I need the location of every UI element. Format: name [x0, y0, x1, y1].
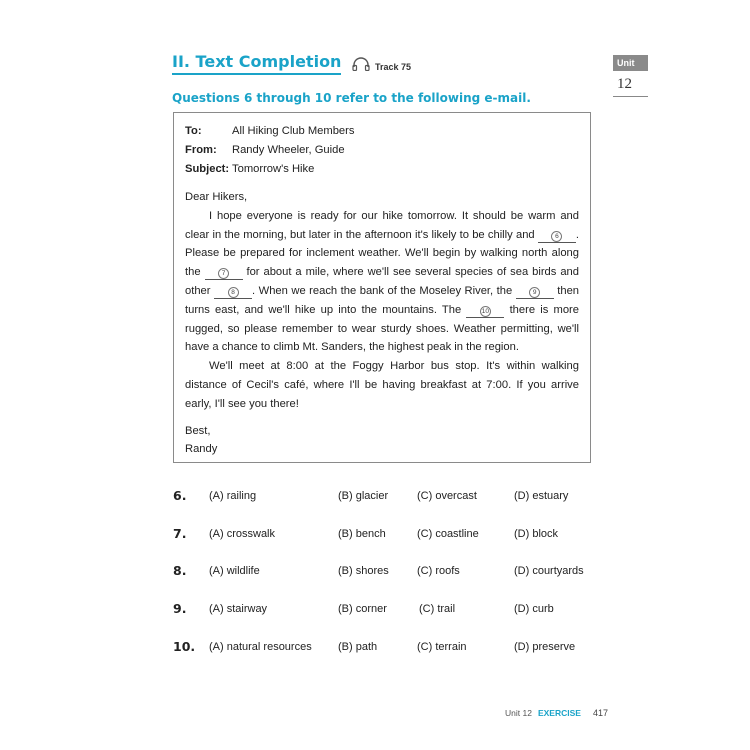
option-c[interactable]: (C) coastline	[417, 528, 479, 540]
email-greeting: Dear Hikers,	[185, 191, 248, 203]
question-number: 7.	[173, 526, 187, 541]
page-footer	[505, 708, 608, 718]
blank-number: 9	[529, 287, 540, 298]
blank-6[interactable]	[538, 229, 576, 243]
blank-number: 6	[551, 231, 562, 242]
header-key: From:	[185, 144, 217, 156]
header-value: Tomorrow's Hike	[232, 163, 315, 175]
option-d[interactable]: (D) courtyards	[514, 565, 584, 577]
unit-label: Unit	[613, 55, 648, 71]
text-segment: then turns east, and we'll hike up into the mountains. The	[185, 284, 580, 316]
option-a[interactable]: (A) wildlife	[209, 565, 260, 577]
email-header-from	[185, 141, 579, 160]
header-value: All Hiking Club Members	[232, 125, 355, 137]
blank-8[interactable]	[214, 285, 252, 299]
question-number: 10.	[173, 639, 196, 654]
option-a[interactable]: (A) stairway	[209, 603, 268, 615]
page-number: 417	[592, 708, 608, 718]
text-segment: . Please be prepared for inclement weather. We'll begin by walking north along the	[185, 228, 579, 279]
option-b[interactable]: (B) path	[338, 641, 378, 653]
track-label: Track 75	[375, 61, 412, 72]
text-segment: for about a mile, where we'll see several species of sea birds and other	[185, 266, 579, 297]
option-d[interactable]: (D) estuary	[514, 490, 569, 502]
text-segment: there is more rugged, so please remember to wear sturdy shoes. Weather permitting, we'll have a chance to climb Mt. Sanders, the highest peak in the region.	[185, 303, 580, 354]
questions-heading: Questions 6 through 10 refer to the following e-mail.	[172, 91, 531, 105]
header-key: Subject:	[185, 163, 230, 175]
header-value: Randy Wheeler, Guide	[232, 144, 345, 156]
option-d[interactable]: (D) preserve	[514, 641, 576, 653]
footer-section: EXERCISE	[537, 708, 581, 718]
option-b[interactable]: (B) bench	[338, 528, 386, 540]
blank-7[interactable]	[205, 266, 243, 280]
email-closing	[185, 422, 579, 460]
option-c[interactable]: (C) trail	[419, 603, 456, 615]
blank-number: 7	[218, 268, 229, 279]
unit-tab	[613, 55, 648, 97]
option-b[interactable]: (B) corner	[338, 603, 387, 615]
question-number: 8.	[173, 563, 187, 578]
option-d[interactable]: (D) curb	[514, 603, 554, 615]
email-header-to	[185, 122, 579, 141]
option-c[interactable]: (C) terrain	[417, 641, 467, 653]
email-box	[173, 112, 591, 463]
email-paragraph-2: We'll meet at 8:00 at the Foggy Harbor bus stop. It's within walking distance of Cecil's café, where I'll be having breakfast at 7:00. If you arrive early, I'll see you there!	[185, 360, 579, 410]
signature: Randy	[185, 443, 218, 456]
option-b[interactable]: (B) shores	[338, 565, 389, 577]
option-c[interactable]: (C) roofs	[417, 565, 460, 577]
text-segment: I hope everyone is ready for our hike tomorrow. It should be warm and clear in the morning, but later in the afternoon it's likely to be chilly and	[185, 209, 579, 241]
text-segment: . When we reach the bank of the Moseley River, the	[252, 284, 513, 297]
option-b[interactable]: (B) glacier	[338, 490, 389, 502]
blank-number: 10	[481, 307, 489, 315]
audio-track[interactable]	[352, 57, 411, 76]
option-a[interactable]: (A) railing	[209, 490, 257, 502]
unit-number: 12	[613, 71, 648, 97]
option-c[interactable]: (C) overcast	[417, 490, 477, 502]
option-a[interactable]: (A) crosswalk	[209, 528, 276, 540]
blank-10[interactable]	[466, 304, 504, 318]
question-number: 6.	[173, 488, 187, 503]
header-key: To:	[185, 125, 202, 137]
email-header-subject	[185, 160, 579, 179]
closing-word: Best,	[185, 424, 211, 437]
blank-number: 8	[228, 287, 239, 298]
option-a[interactable]: (A) natural resources	[209, 641, 312, 653]
blank-9[interactable]	[516, 285, 554, 299]
option-d[interactable]: (D) block	[514, 528, 559, 540]
headphones-icon	[352, 57, 370, 76]
section-title: II. Text Completion	[172, 52, 341, 75]
footer-unit: Unit 12	[505, 708, 532, 718]
question-number: 9.	[173, 601, 187, 616]
email-paragraph-1	[185, 207, 579, 357]
